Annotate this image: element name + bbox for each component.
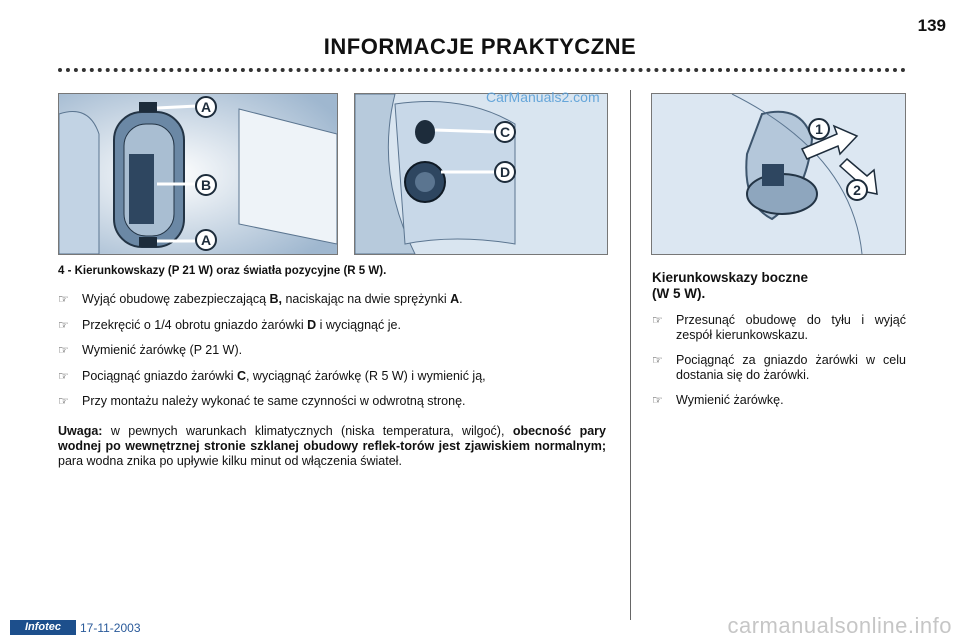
page-number: 139 xyxy=(917,16,946,35)
infotec-logo: Infotec xyxy=(10,620,76,635)
step-ref: B, xyxy=(269,292,282,306)
page-title: INFORMACJE PRAKTYCZNE xyxy=(323,34,637,59)
section-heading: 4 - Kierunkowskazy (P 21 W) oraz światła pozycyjne (R 5 W). xyxy=(58,265,387,277)
pointing-hand-icon: ☞ xyxy=(652,313,663,327)
watermark-text: CarManuals2.com xyxy=(486,89,600,105)
figure-side-indicator xyxy=(651,93,906,255)
step-text: Przy montażu należy wykonać te same czynności w odwrotną stronę. xyxy=(82,394,466,408)
note-label: Uwaga: xyxy=(58,424,103,438)
step-text: Wymienić żarówkę. xyxy=(676,393,784,407)
step-text: Wymienić żarówkę (P 21 W). xyxy=(82,343,243,357)
note-emphasis: obecność pary wodnej po wewnętrznej stronie szklanej obudowy reflek-torów jest zjawiskiem normalnym; xyxy=(58,424,606,453)
title-divider xyxy=(58,68,906,72)
pointing-hand-icon: ☞ xyxy=(58,394,69,408)
step-text: Wyjąć obudowę zabezpieczającą xyxy=(82,292,270,306)
step-ref: C xyxy=(236,368,246,383)
list-item xyxy=(58,292,618,307)
callout-label: 2 xyxy=(853,182,861,198)
step-ref: A xyxy=(450,292,460,306)
list-item xyxy=(652,313,906,343)
step-text: Przesunąć obudowę do tyłu i wyjąć zespół kierunkowskazu. xyxy=(676,313,906,342)
note-text: para wodna znika po upływie kilku minut od włączenia świateł. xyxy=(58,454,402,468)
step-text: . xyxy=(459,292,463,306)
list-item xyxy=(58,394,618,409)
side-heading-line: Kierunkowskazy boczne xyxy=(652,270,809,285)
figure-bulb-sockets-drawing xyxy=(355,94,607,254)
pointing-hand-icon: ☞ xyxy=(58,292,69,306)
pointing-hand-icon: ☞ xyxy=(58,368,69,383)
figure-bulb-sockets xyxy=(354,93,608,255)
side-section-heading xyxy=(652,270,902,302)
step-ref: D xyxy=(307,317,317,332)
step-text: Pociągnąć za gniazdo żarówki w celu dostania się do żarówki. xyxy=(676,353,906,382)
callout-label: B xyxy=(200,177,212,193)
pointing-hand-icon: ☞ xyxy=(652,353,663,367)
step-text: Przekręcić o 1/4 obrotu gniazdo żarówki xyxy=(82,317,308,332)
figure-side-indicator-drawing xyxy=(652,94,905,254)
footer-site-watermark: carmanualsonline.info xyxy=(727,613,952,638)
column-divider xyxy=(630,90,631,620)
step-text: , wyciągnąć żarówkę (R 5 W) i wymienić ją, xyxy=(245,368,486,383)
callout-label: D xyxy=(499,164,511,180)
note-paragraph xyxy=(58,424,606,469)
figure-lamp-housing xyxy=(58,93,338,255)
footer-date: 17-11-2003 xyxy=(80,621,141,635)
step-text: Pociągnąć gniazdo żarówki xyxy=(82,368,237,383)
note-text: w pewnych warunkach klimatycznych (niska temperatura, wilgoć), xyxy=(102,424,513,438)
side-heading-line: (W 5 W). xyxy=(652,286,706,301)
pointing-hand-icon: ☞ xyxy=(58,317,69,332)
callout-label: C xyxy=(499,124,511,140)
list-item xyxy=(652,353,906,383)
callout-label: A xyxy=(200,232,212,248)
pointing-hand-icon: ☞ xyxy=(58,343,69,357)
side-steps-list xyxy=(652,313,906,418)
step-text: i wyciągnąć je. xyxy=(316,317,401,332)
pointing-hand-icon: ☞ xyxy=(652,393,663,407)
figure-lamp-housing-drawing xyxy=(59,94,337,254)
list-item xyxy=(58,343,618,358)
callout-label: 1 xyxy=(815,121,823,137)
steps-list xyxy=(58,292,618,420)
step-text: naciskając na dwie sprężynki xyxy=(282,292,451,306)
list-item xyxy=(58,318,618,333)
list-item xyxy=(652,393,906,408)
callout-label: A xyxy=(200,99,212,115)
list-item xyxy=(58,369,618,384)
